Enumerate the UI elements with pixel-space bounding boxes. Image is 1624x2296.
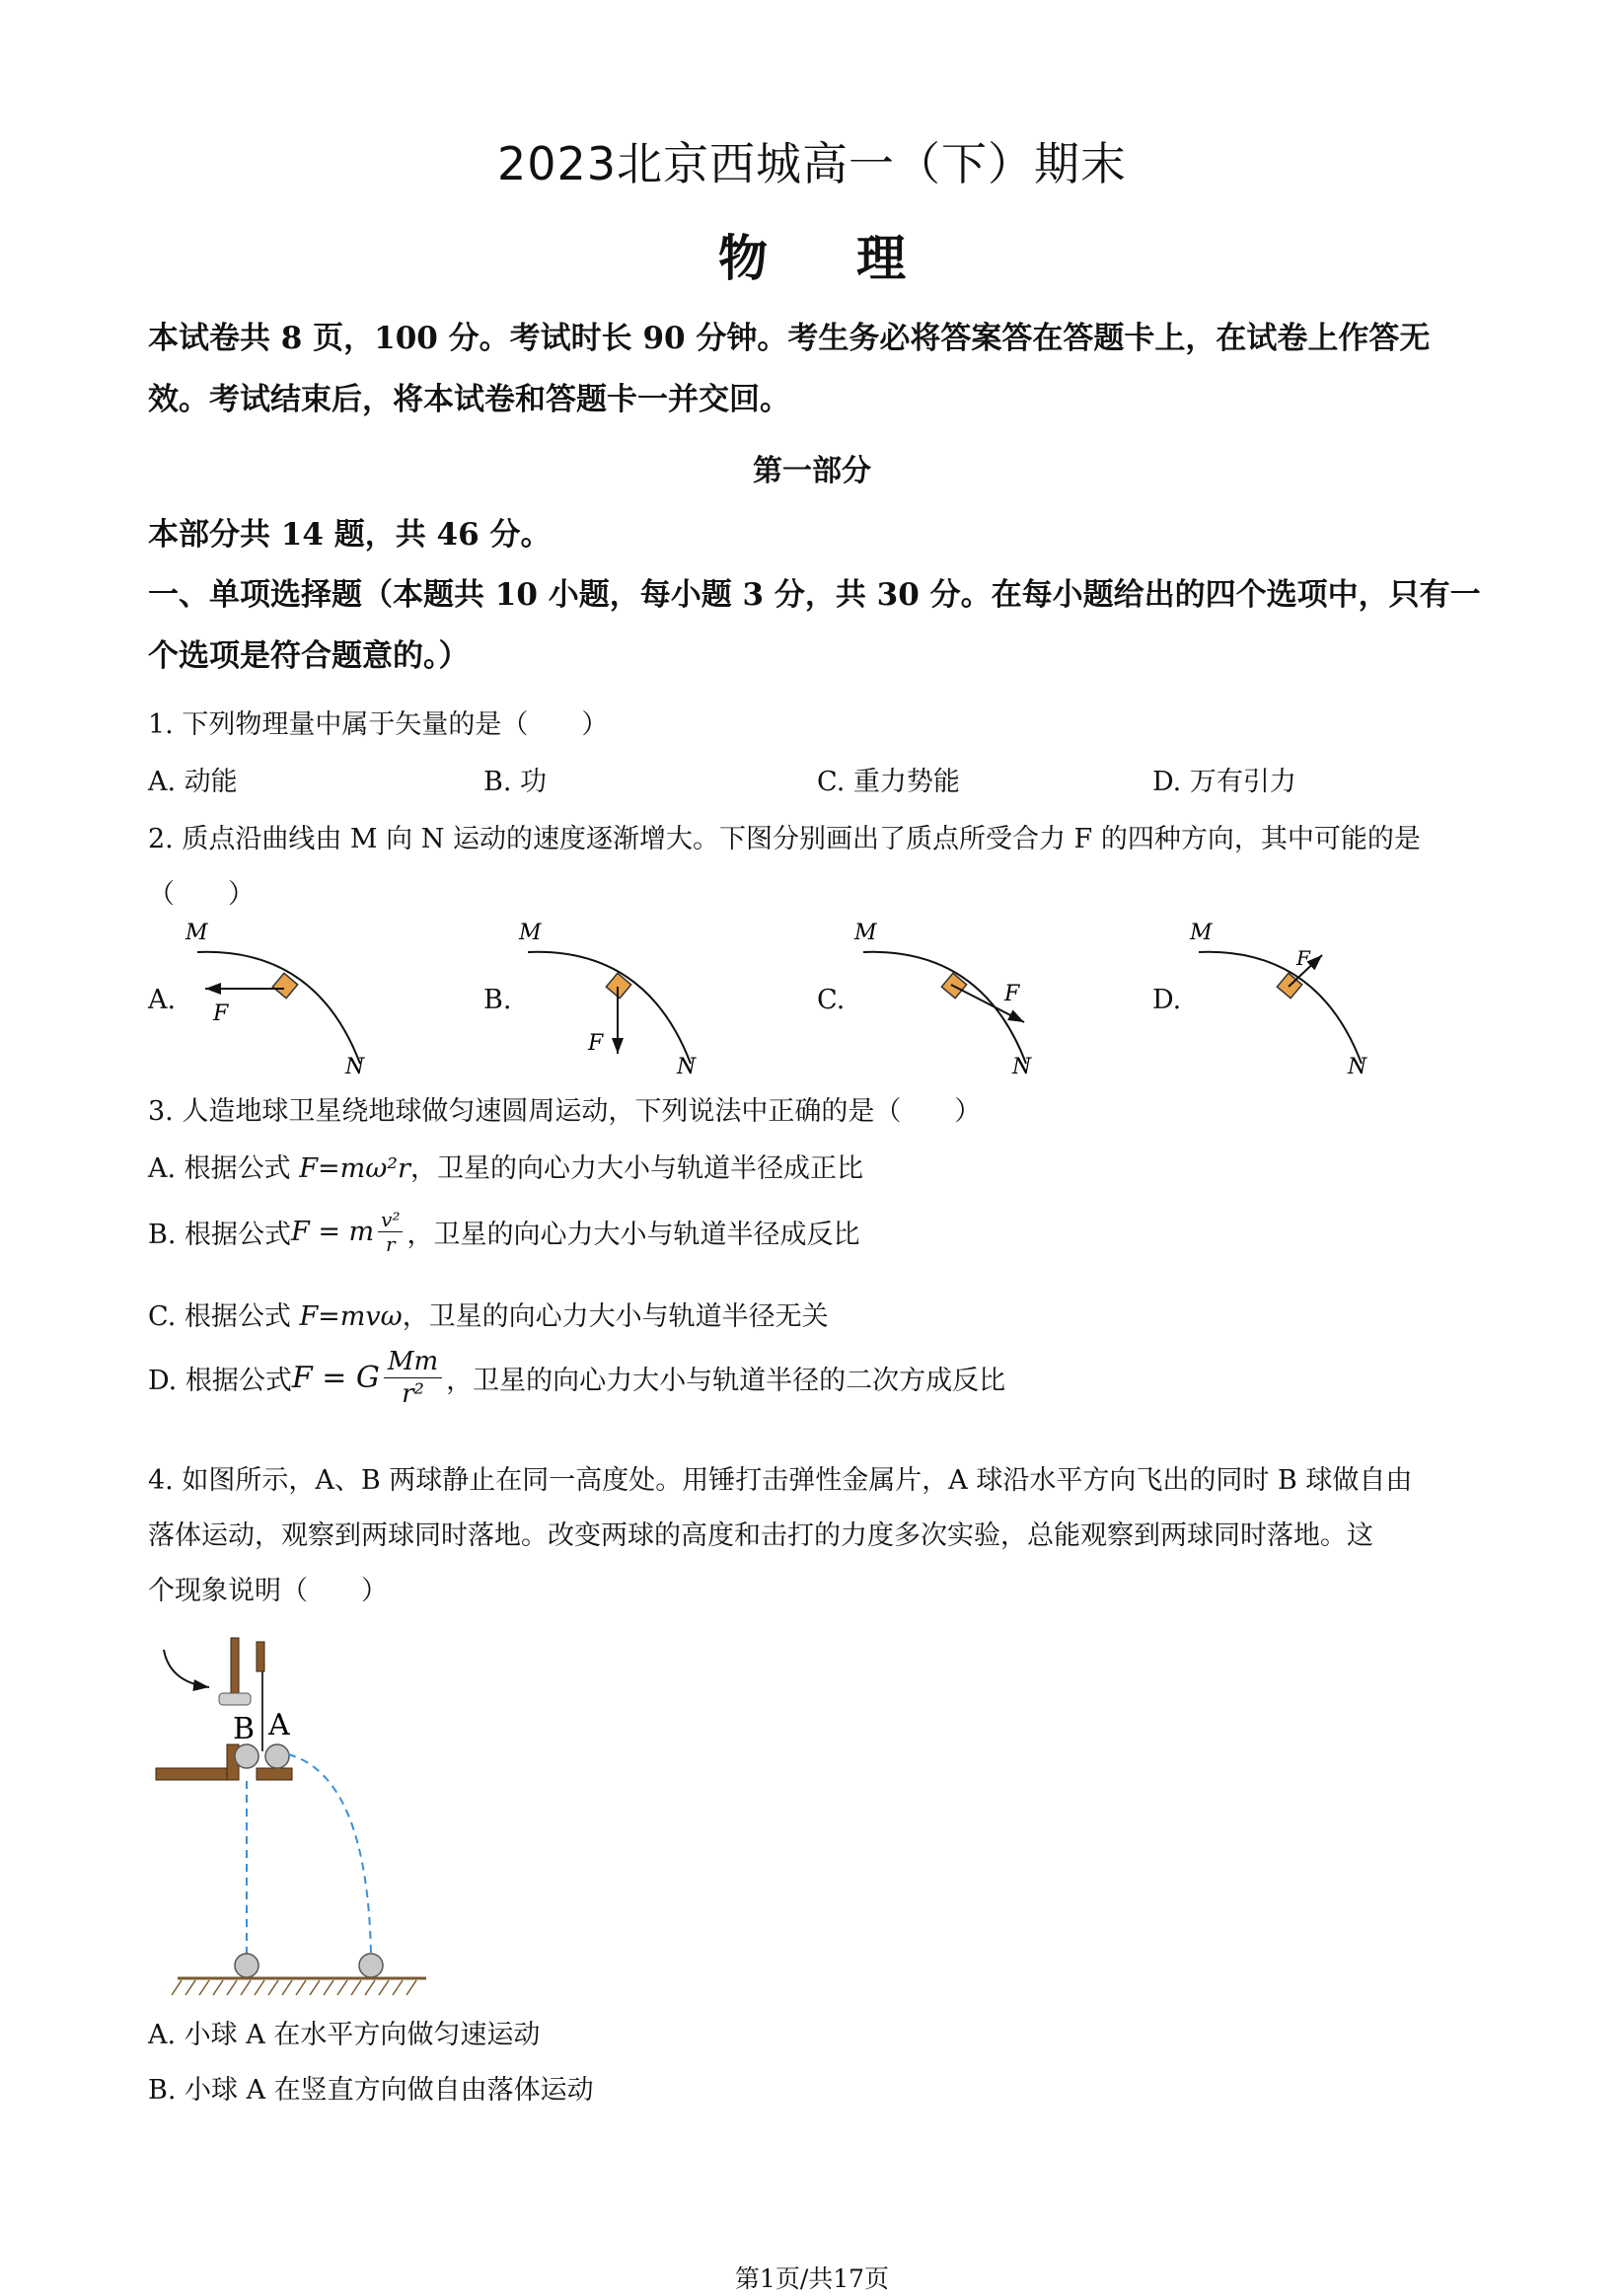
strike-arrow [164,1650,209,1687]
label-n: N [1012,1055,1032,1075]
page-number: 第1页/共17页 [734,2264,890,2293]
q1-option-d: D. 万有引力 [1152,767,1296,797]
label-n: N [1348,1055,1367,1075]
part-heading: 第一部分 [753,454,871,488]
label-a: A [268,1708,290,1742]
part-summary: 本部分共 14 题，共 46 分。 [148,517,552,553]
post [257,1642,264,1671]
q3-stem: 3. 人造地球卫星绕地球做匀速圆周运动，下列说法中正确的是（ ） [148,1096,982,1127]
q2-figure-c [849,918,1056,1075]
q2-option-b-label: B. [483,985,512,1015]
q1-option-c: C. 重力势能 [817,767,960,797]
label-f: F [213,1001,229,1026]
q1-stem: 1. 下列物理量中属于矢量的是（ ） [148,709,609,740]
section-title: 一、单项选择题（本题共 10 小题，每小题 3 分，共 30 分。在每小题给出的四个选项中，只有一个选项是符合题意的。） [148,577,1481,674]
fraction: Mm r² [384,1346,442,1410]
q2-figure-b [513,918,720,1075]
q3-option-b: B. 根据公式 F = m v² r ，卫星的向心力大小与轨道半径成反比 [148,1208,860,1256]
q4-option-a: A. 小球 A 在水平方向做匀速运动 [148,2020,541,2050]
stand-base-right [257,1768,292,1780]
q2-figure-a [178,918,385,1075]
ball-b [235,1744,258,1768]
label-n: N [677,1055,697,1075]
label-m: M [1190,921,1213,945]
q1-option-a: A. 动能 [148,767,238,797]
exam-title: 2023北京西城高一（下）期末 [496,137,1128,190]
label-f: F [1004,982,1020,1006]
exam-instructions: 本试卷共 8 页，100 分。考试时长 90 分钟。考生务必将答案答在答题卡上，在试卷上作答无效。考试结束后，将本试卷和答题卡一并交回。 [148,321,1431,417]
label-m: M [519,921,542,945]
trajectory-curve [863,952,1026,1064]
q4-stem-1: 4. 如图所示，A、B 两球静止在同一高度处。用锤打击弹性金属片，A 球沿水平方向飞出的同时 B 球做自由 [148,1465,1413,1496]
label-f: F [588,1031,604,1056]
ground-hatch [172,1980,416,1995]
fraction: v² r [378,1208,403,1256]
q2-stem-tail: （ ） [148,879,255,910]
q1-option-b: B. 功 [483,767,548,797]
q4-stem-2: 落体运动，观察到两球同时落地。改变两球的高度和击打的力度多次实验，总能观察到两球同时落地。这 [148,1520,1373,1551]
q2-option-d-label: D. [1152,985,1182,1015]
q3-option-d: D. 根据公式 F = G Mm r² ，卫星的向心力大小与轨道半径的二次方成反比 [148,1347,1006,1409]
q2-stem: 2. 质点沿曲线由 M 向 N 运动的速度逐渐增大。下图分别画出了质点所受合力 F 的四种方向，其中可能的是 [148,824,1421,854]
label-m: M [185,921,208,945]
q4-apparatus-figure [148,1628,444,2003]
hammer-head [219,1693,251,1705]
q4-option-b: B. 小球 A 在竖直方向做自由落体运动 [148,2075,594,2106]
stand-base-left [156,1768,237,1780]
q4-stem-3: 个现象说明（ ） [148,1576,388,1606]
trajectory-curve [1199,952,1362,1064]
hammer-handle [231,1638,239,1697]
q3-option-a: A. 根据公式 F=mω²r，卫星的向心力大小与轨道半径成正比 [148,1153,863,1184]
q2-figure-d [1184,918,1391,1075]
ball-a [265,1744,289,1768]
label-b: B [233,1712,256,1746]
subject-title: 物理 [718,230,995,287]
q3-option-c: C. 根据公式 F=mvω，卫星的向心力大小与轨道半径无关 [148,1301,829,1332]
ball-a-landed [359,1954,383,1977]
label-f: F [1296,946,1310,970]
label-m: M [854,921,877,945]
q2-option-a-label: A. [148,985,177,1015]
particle-block [272,973,297,998]
q2-option-c-label: C. [817,985,846,1015]
trajectory-curve [528,952,691,1064]
ball-b-landed [235,1954,258,1977]
label-n: N [345,1055,365,1075]
path-a [288,1754,371,1954]
